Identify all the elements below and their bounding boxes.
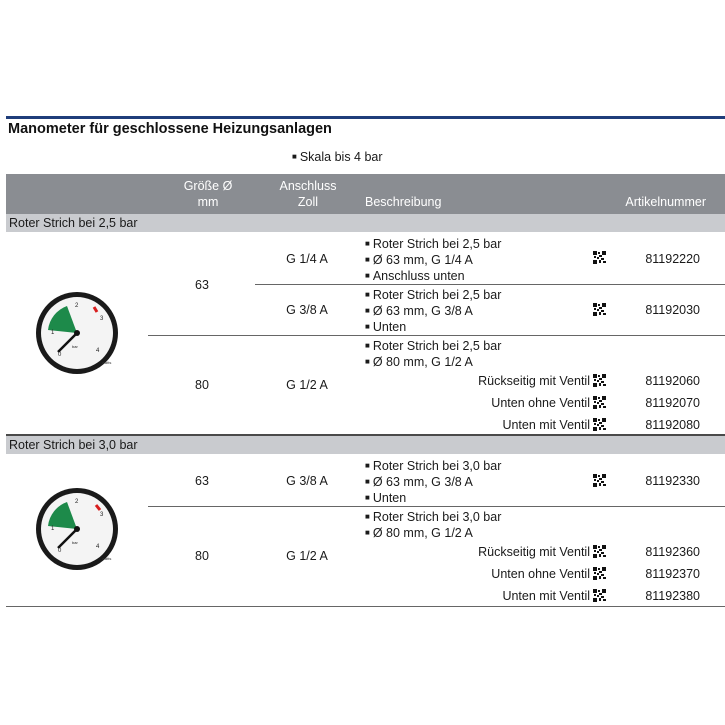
svg-text:4: 4 [96,544,100,550]
variant-label: Unten ohne Ventil [491,567,590,581]
connection-value: G 3/8 A [286,474,328,488]
table-bottom-rule [6,606,725,607]
page-title: Manometer für geschlossene Heizungsanlagen [8,121,332,137]
svg-text:watts: watts [102,556,112,561]
size-value: 80 [195,549,209,563]
article-number[interactable]: 81192220 [645,252,700,266]
header-article: Artikelnummer [625,195,706,209]
header-connection: Anschluss Zoll [279,179,337,209]
svg-text:2: 2 [75,303,79,309]
gauge-image [34,290,120,376]
variant-label: Rückseitig mit Ventil [478,374,590,388]
connection-value: G 3/8 A [286,303,328,317]
article-number[interactable]: 81192360 [645,545,700,559]
svg-text:bar: bar [72,540,78,545]
article-number[interactable]: 81192080 [645,418,700,432]
header-size: Größe Ø mm [183,179,233,209]
svg-text:4: 4 [96,348,100,354]
header-description: Beschreibung [365,195,442,209]
description: ■ Roter Strich bei 2,5 bar ■ Ø 63 mm, G 3/8 A ■ Unten [365,287,501,335]
size-value: 63 [195,474,209,488]
svg-text:1: 1 [51,526,55,532]
svg-text:0: 0 [58,548,62,554]
svg-text:1: 1 [51,330,55,336]
description: ■ Roter Strich bei 2,5 bar ■ Ø 63 mm, G 1/4 A ■ Anschluss unten [365,236,501,284]
title-rule [6,116,725,119]
connection-value: G 1/2 A [286,549,328,563]
variant-label: Unten ohne Ventil [491,396,590,410]
description: ■ Roter Strich bei 3,0 bar ■ Ø 63 mm, G 3/8 A ■ Unten [365,458,501,506]
svg-text:3: 3 [100,316,104,322]
row-divider [148,335,725,336]
size-value: 80 [195,378,209,392]
connection-value: G 1/4 A [286,252,328,266]
variant-label: Unten mit Ventil [502,418,590,432]
article-number[interactable]: 81192060 [645,374,700,388]
description: ■ Roter Strich bei 3,0 bar ■ Ø 80 mm, G 1/2 A [365,509,501,541]
row-divider [148,506,725,507]
variant-label: Unten mit Ventil [502,589,590,603]
article-number[interactable]: 81192330 [645,474,700,488]
article-number[interactable]: 81192370 [645,567,700,581]
article-number[interactable]: 81192070 [645,396,700,410]
article-number[interactable]: 81192380 [645,589,700,603]
size-value: 63 [195,278,209,292]
variant-label: Rückseitig mit Ventil [478,545,590,559]
svg-text:0: 0 [58,352,62,358]
article-number[interactable]: 81192030 [645,303,700,317]
gauge-hub [74,526,80,532]
svg-text:2: 2 [75,499,79,505]
description: ■ Roter Strich bei 2,5 bar ■ Ø 80 mm, G 1/2 A [365,338,501,370]
svg-text:watts: watts [102,360,112,365]
table-header [6,174,725,214]
section-header-2: Roter Strich bei 3,0 bar [6,436,725,454]
gauge-image [34,486,120,572]
row-divider [255,284,725,285]
connection-value: G 1/2 A [286,378,328,392]
gauge-hub [74,330,80,336]
subtitle: ■ Skala bis 4 bar [292,149,383,165]
svg-text:bar: bar [72,344,78,349]
svg-text:3: 3 [100,512,104,518]
section-header-1: Roter Strich bei 2,5 bar [6,214,725,232]
